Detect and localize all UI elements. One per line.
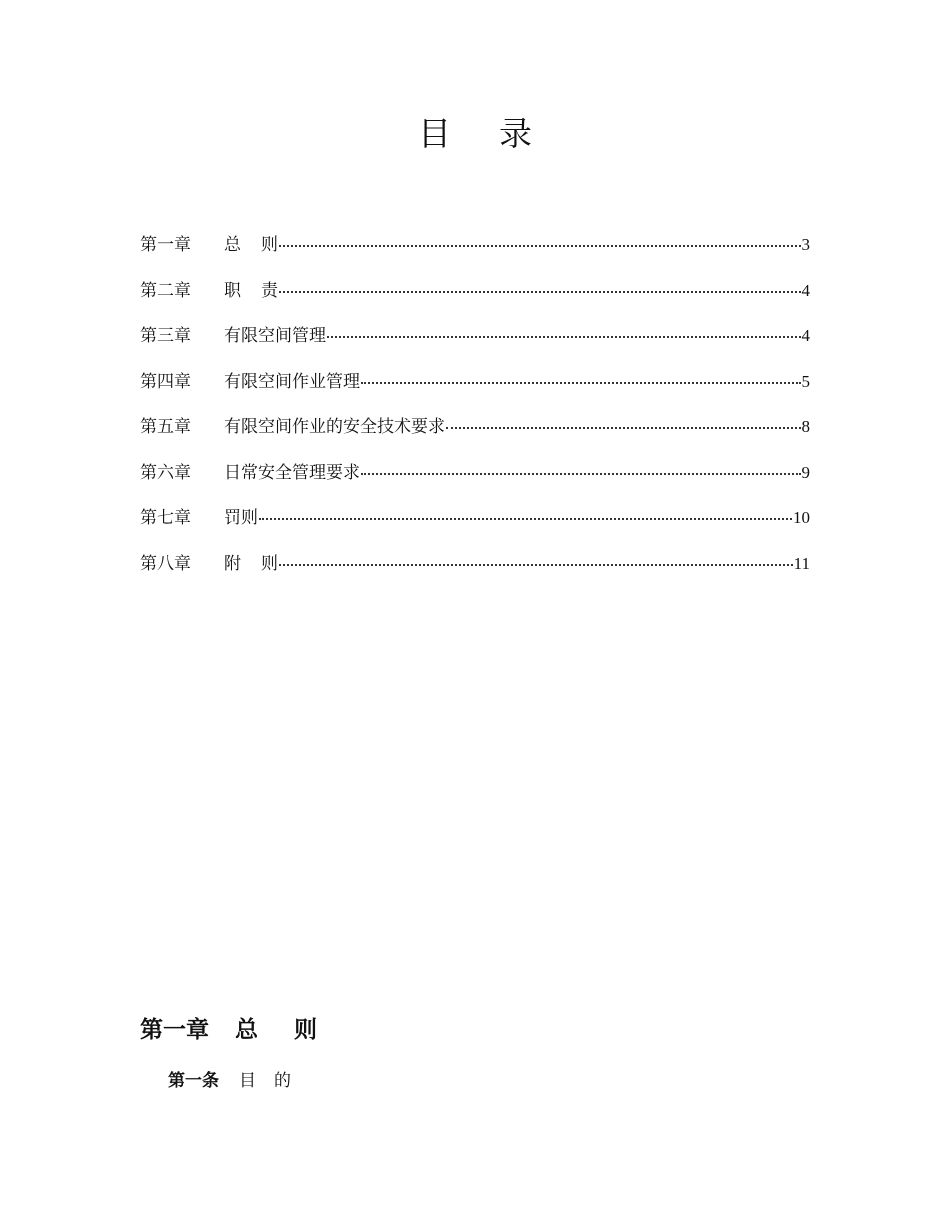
chapter-title-part-1: 总 (235, 1016, 258, 1043)
chapter-number: 第一章 (140, 1016, 209, 1043)
article-title-part-2: 的 (274, 1071, 291, 1091)
toc-entry-number: 第六章 (140, 462, 191, 483)
toc-entry-page: 5 (801, 371, 810, 391)
toc-entry-page: 11 (793, 553, 810, 573)
toc-entry-page: 8 (801, 417, 810, 436)
toc-entry-number: 第五章 (140, 417, 191, 437)
chapter-title-part-2: 则 (294, 1016, 317, 1043)
toc-entry-title: 日常安全管理要求 (224, 462, 360, 483)
toc-entry-3[interactable] (140, 319, 810, 365)
toc-entry-number: 第八章 (140, 553, 191, 574)
toc-entry-4[interactable] (140, 365, 810, 411)
toc-entry-5[interactable] (140, 410, 810, 456)
toc-entry-page: 3 (801, 235, 810, 254)
toc-entry-number: 第二章 (140, 280, 191, 301)
toc-entry-1[interactable] (140, 228, 810, 274)
toc-entry-7[interactable] (140, 501, 810, 547)
toc-leader-dots (327, 318, 801, 338)
toc-leader-dots (279, 273, 801, 293)
toc-entry-title: 罚则 (224, 508, 258, 528)
toc-entry-number: 第三章 (140, 326, 191, 346)
toc-entry-title: 有限空间管理 (224, 326, 326, 346)
toc-leader-dots (361, 455, 801, 475)
toc-entry-page: 10 (793, 508, 810, 527)
toc-leader-dots (279, 227, 801, 247)
article-number: 第一条 (168, 1071, 219, 1091)
toc-entry-number: 第七章 (140, 508, 191, 528)
toc-entry-page: 4 (801, 326, 810, 345)
toc-entry-title: 附 则 (224, 553, 278, 574)
toc-title (0, 112, 950, 156)
table-of-contents (140, 228, 810, 592)
toc-title-left: 目 (418, 114, 451, 153)
toc-entry-page: 9 (801, 462, 810, 482)
toc-leader-dots (279, 546, 793, 566)
chapter-heading (140, 1012, 317, 1048)
article-title-part-1: 目 (239, 1071, 256, 1091)
toc-entry-page: 4 (801, 280, 810, 300)
toc-entry-title: 有限空间作业管理 (224, 371, 360, 392)
toc-leader-dots (259, 500, 792, 520)
toc-leader-dots (446, 409, 801, 429)
toc-entry-number: 第四章 (140, 371, 191, 392)
toc-entry-title: 有限空间作业的安全技术要求 (224, 417, 445, 437)
toc-entry-2[interactable] (140, 274, 810, 320)
toc-entry-8[interactable] (140, 547, 810, 593)
toc-leader-dots (361, 364, 801, 384)
toc-title-right: 录 (499, 114, 532, 153)
toc-entry-6[interactable] (140, 456, 810, 502)
toc-entry-title: 职 责 (224, 280, 278, 301)
toc-entry-title: 总 则 (224, 235, 278, 255)
toc-entry-number: 第一章 (140, 235, 191, 255)
article-heading (168, 1066, 291, 1096)
